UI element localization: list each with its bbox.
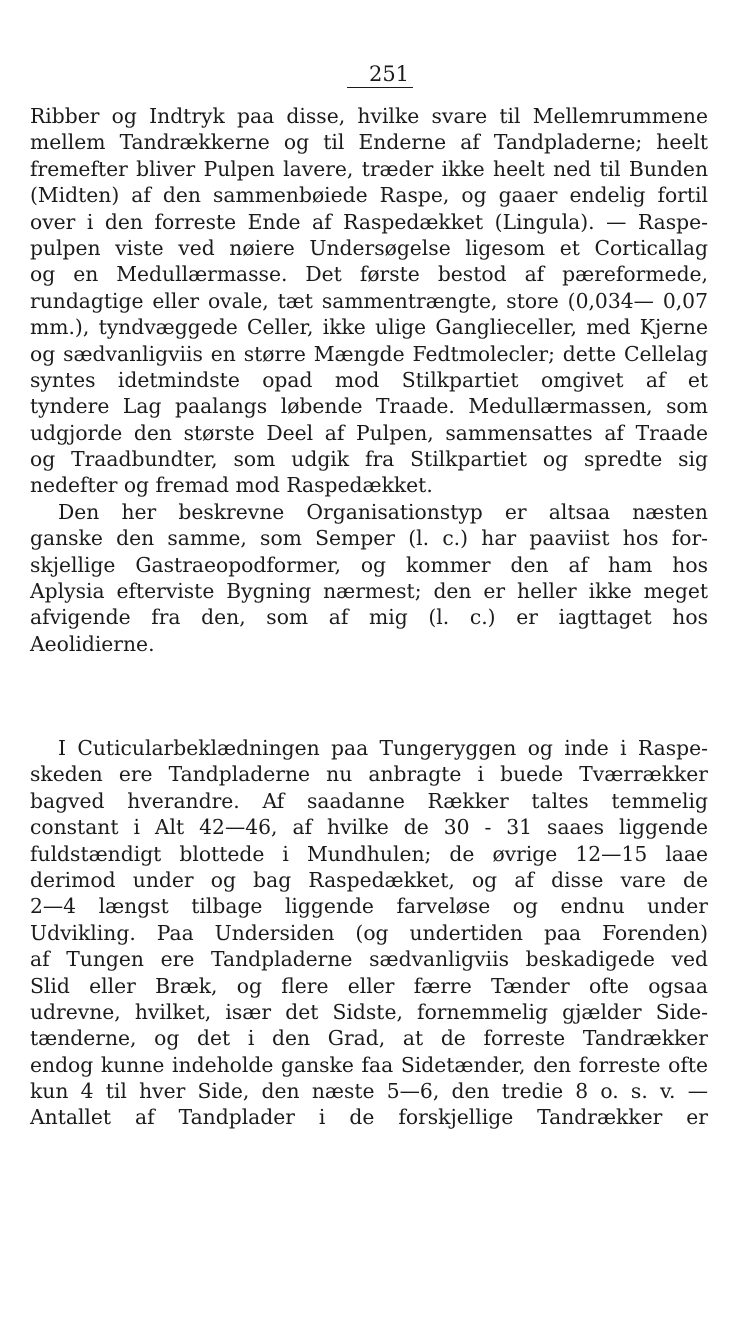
- paragraph-block-2: [30, 735, 708, 1131]
- text-line: tænderne, og det i den Grad, at de forreste Tandrækker: [30, 1026, 708, 1051]
- text-line: kun 4 til hver Side, den næste 5—6, den tredie 8 o. s. v. —: [30, 1079, 708, 1104]
- text-line: bagved hverandre. Af saadanne Rækker taltes temmelig: [30, 788, 708, 813]
- text-line: Antallet af Tandplader i de forskjellige Tandrækker er: [30, 1105, 708, 1130]
- text-line: Udvikling. Paa Undersiden (og undertiden paa Forenden): [30, 920, 708, 945]
- text-line: skeden ere Tandpladerne nu anbragte i buede Tværrækker: [30, 762, 708, 787]
- text-line: constant i Alt 42—46, af hvilke de 30 - 31 saaes liggende: [30, 815, 708, 840]
- text-line: pulpen viste ved nøiere Undersøgelse ligesom et Corticallag: [30, 235, 708, 260]
- text-line: fremefter bliver Pulpen lavere, træder ikke heelt ned til Bunden: [30, 156, 708, 181]
- text-line: og sædvanligviis en større Mængde Fedtmolecler; dette Cellelag: [30, 341, 708, 366]
- text-line: derimod under og bag Raspedækket, og af disse vare de: [30, 867, 708, 892]
- text-line: Slid eller Bræk, og flere eller færre Tænder ofte ogsaa: [30, 973, 708, 998]
- page-number-container: [0, 62, 738, 88]
- text-line: Aplysia efterviste Bygning nærmest; den er heller ikke meget: [30, 579, 708, 604]
- text-line: (Midten) af den sammenbøiede Raspe, og gaaer endelig fortil: [30, 183, 708, 208]
- text-line: endog kunne indeholde ganske faa Sidetænder, den forreste ofte: [30, 1052, 708, 1077]
- text-line: nedefter og fremad mod Raspedækket.: [30, 473, 433, 498]
- page-number: 251: [347, 62, 413, 88]
- text-line: Aeolidierne.: [30, 631, 155, 656]
- text-line: fuldstændigt blottede i Mundhulen; de øvrige 12—15 laae: [30, 841, 708, 866]
- text-line: syntes idetmindste opad mod Stilkpartiet omgivet af et: [30, 367, 708, 392]
- paragraph-block-1: [30, 103, 708, 657]
- text-line: mm.), tyndvæggede Celler, ikke ulige Ganglieceller, med Kjerne: [30, 315, 708, 340]
- text-line: og en Medullærmasse. Det første bestod af pæreformede,: [30, 262, 708, 287]
- text-line: Den her beskrevne Organisationstyp er altsaa næsten: [58, 499, 708, 524]
- text-line: tyndere Lag paalangs løbende Traade. Medullærmassen, som: [30, 394, 708, 419]
- text-line: ganske den samme, som Semper (l. c.) har paaviist hos for-: [30, 526, 708, 551]
- text-line: I Cuticularbeklædningen paa Tungeryggen og inde i Raspe-: [58, 736, 708, 760]
- text-line: afvigende fra den, som af mig (l. c.) er iagttaget hos: [30, 605, 708, 630]
- text-line: rundagtige eller ovale, tæt sammentrængte, store (0,034— 0,07: [30, 288, 708, 313]
- text-line: over i den forreste Ende af Raspedækket (Lingula). — Raspe-: [30, 209, 708, 234]
- text-line: 2—4 længst tilbage liggende farveløse og endnu under: [30, 894, 708, 919]
- text-line: og Traadbundter, som udgik fra Stilkpartiet og spredte sig: [30, 447, 708, 472]
- text-line: af Tungen ere Tandpladerne sædvanligviis beskadigede ved: [30, 947, 708, 972]
- text-line: udgjorde den største Deel af Pulpen, sammensattes af Traade: [30, 420, 708, 445]
- text-line: skjellige Gastraeopodformer, og kommer den af ham hos: [30, 552, 708, 577]
- text-line: Ribber og Indtryk paa disse, hvilke svare til Mellemrummene: [30, 104, 708, 128]
- text-line: udrevne, hvilket, især det Sidste, fornemmelig gjælder Side-: [30, 999, 708, 1024]
- text-line: mellem Tandrækkerne og til Enderne af Tandpladerne; heelt: [30, 130, 708, 155]
